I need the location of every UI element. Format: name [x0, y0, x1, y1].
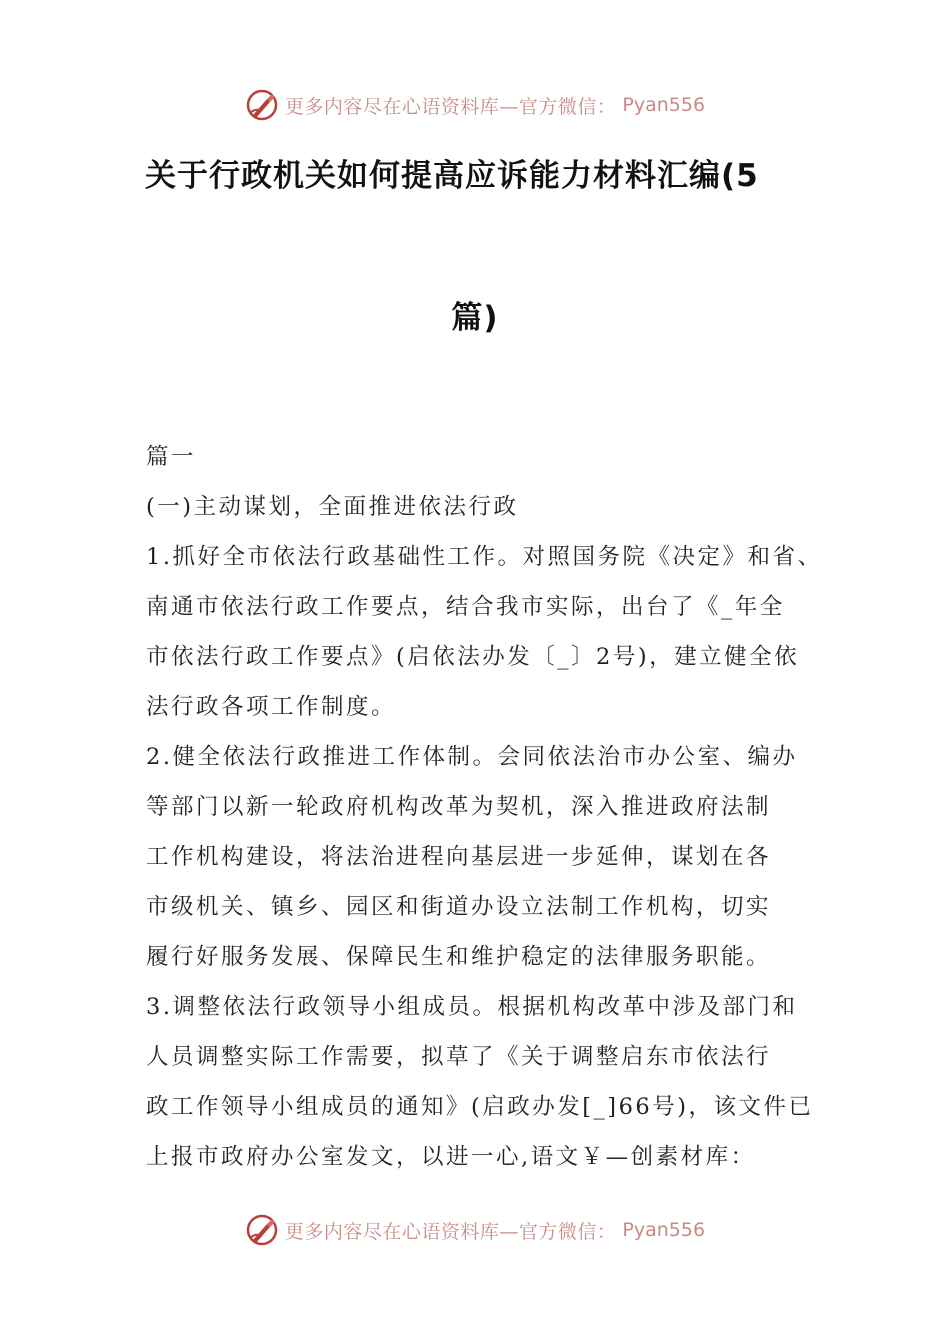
footer-watermark [0, 1205, 950, 1255]
paragraph-line: 2.健全依法行政推进工作体制。会同依法治市办公室、编办 [146, 744, 798, 770]
paragraph-line: 等部门以新一轮政府机构改革为契机，深入推进政府法制 [146, 794, 772, 820]
document-title-line-2: 篇) [451, 300, 499, 336]
header-watermark [0, 80, 950, 130]
paragraph-line: 上报市政府办公室发文，以进一心,语文￥—创素材库： [146, 1144, 756, 1170]
paragraph-line: 工作机构建设，将法治进程向基层进一步延伸，谋划在各 [146, 844, 772, 870]
paragraph-line: 1.抓好全市依法行政基础性工作。对照国务院《决定》和省、 [146, 544, 823, 570]
watermark-wechat-id: Pyan556 [622, 1219, 706, 1241]
paragraph-line: 3.调整依法行政领导小组成员。根据机构改革中涉及部门和 [146, 994, 798, 1020]
watermark-wechat-id: Pyan556 [622, 94, 706, 116]
paragraph-line: 法行政各项工作制度。 [146, 694, 397, 720]
pen-logo-icon [245, 1213, 279, 1247]
watermark-text: 更多内容尽在心语资料库—官方微信： [284, 95, 617, 118]
paragraph-line: 人员调整实际工作需要，拟草了《关于调整启东市依法行 [146, 1044, 772, 1070]
paragraph-line: 南通市依法行政工作要点，结合我市实际，出台了《_年全 [146, 594, 785, 620]
document-title-line-1: 关于行政机关如何提高应诉能力材料汇编(5 [145, 158, 759, 194]
subsection-heading: (一)主动谋划，全面推进依法行政 [146, 494, 519, 520]
paragraph-line: 履行好服务发展、保障民生和维护稳定的法律服务职能。 [146, 944, 772, 970]
section-heading: 篇一 [146, 444, 197, 470]
document-body [146, 432, 826, 1182]
pen-logo-icon [245, 88, 279, 122]
paragraph-line: 市依法行政工作要点》(启依法办发〔_〕2号)，建立健全依 [146, 644, 800, 670]
paragraph-line: 市级机关、镇乡、园区和街道办设立法制工作机构，切实 [146, 894, 772, 920]
paragraph-line: 政工作领导小组成员的通知》(启政办发[_]66号)，该文件已 [146, 1094, 814, 1120]
watermark-text: 更多内容尽在心语资料库—官方微信： [284, 1220, 617, 1243]
